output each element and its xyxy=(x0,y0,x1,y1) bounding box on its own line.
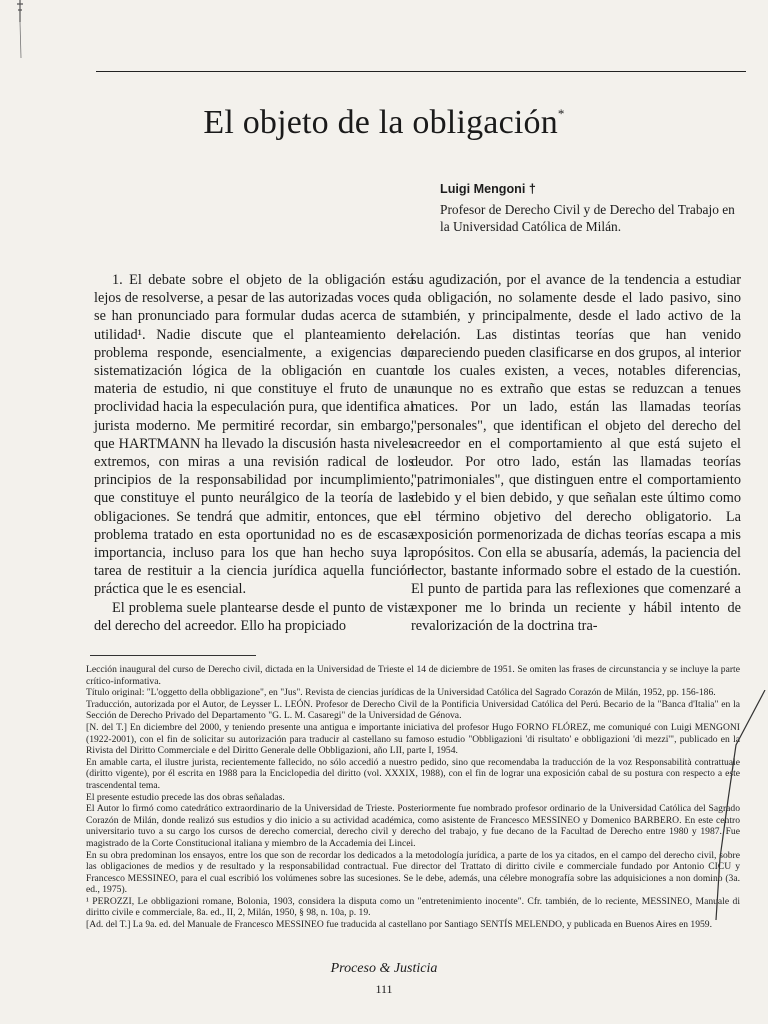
footnote: [N. del T.] En diciembre del 2000, y teniendo presente una antigua e importante iniciativa del profesor Hugo FORNO FLÓREZ, me comuniqué con Luigi MENGONI (1922-2001), con el fin de solicitar su autorización para traducir al castellano su famoso estudio "Obbligazioni 'di risultato' e obbligazioni 'di mezzi'", publicado en la Rivista del Diritto Commerciale e del Diritto Generale delle Obbligazioni, año LII, parte I, 1954. xyxy=(86,721,740,757)
header-rule xyxy=(96,71,746,72)
body-column-left xyxy=(94,271,414,635)
margin-pencil-line xyxy=(690,690,768,920)
journal-name: Proceso & Justicia xyxy=(330,961,438,976)
title-text: El objeto de la obligación xyxy=(203,104,558,141)
footnote: [Ad. del T.] La 9a. ed. del Manuale de Francesco MESSINEO fue traducida al castellano por Santiago SENTÍS MELENDO, y publicada en Buenos Aires en 1959. xyxy=(86,919,713,931)
footnote: ¹ PEROZZI, Le obbligazioni romane, Bolonia, 1903, considera la disputa como un "entretenimiento inocente". Cfr. también, de lo reciente, MESSINEO, Manuale di diritto civile e commerciale, 8a. ed., II, 2, Milán, 1950, § 98, n. 10a, p. 19. xyxy=(86,895,740,919)
title-footnote-marker: * xyxy=(557,106,565,121)
body-paragraph: su agudización, por el avance de la tendencia a estudiar la obligación, no solamente desde el lado pasivo, sino también, y principalmente, desde el lado activo de la relación. Las distintas teorías que han venido apareciendo pueden clasificarse en dos grupos, al interior de los cuales existen, a veces, notables diferencias, aunque no es extraño que estas se reduzcan a tenues matices. Por un lado, están las llamadas teorías "personales", que identifican el objeto del derecho del acreedor en el comportamiento al que está sujeto el deudor. Por otro lado, están las llamadas teorías "patrimoniales", que distinguen entre el comportamiento debido y el bien debido, y que señalan este último como el término objetivo del derecho obligatorio. La exposición pormenorizada de dichas teorías escapa a mis propósitos. Con ella se abusaría, además, la paciencia del lector, bastante informado sobre el estado de la cuestión. El punto de partida para las reflexiones que comenzaré a exponer me lo brinda un reciente y hábil intento de revalorización de la doctrina tra- xyxy=(411,272,741,634)
body-paragraph: 1. El debate sobre el objeto de la obligación está lejos de resolverse, a pesar de las autorizadas voces que se han pronunciado para formular dudas acerca de su utilidad¹. Nadie discute que el planteamiento del problema responde, esencialmente, a exigencias de sistematización lógica de la obligación en cuanto materia de estudio, ni que constituye el fruto de una proclividad hacia la especulación pura, que identifica al jurista moderno. Me permitiré recordar, sin embargo, que HARTMANN ha llevado la discusión hasta niveles extremos, con miras a una revisión radical de los principios de la responsabilidad por incumplimiento, que constituye el punto neurálgico de la teoría de las obligaciones. Se tendrá que admitir, entonces, que el problema tratado en esta oportunidad no es de escasa importancia, incluso para los que han hecho suya la tarea de restituir a la ciencia jurídica aquella función práctica que le es esencial. xyxy=(94,272,414,598)
footnote-separator xyxy=(90,655,256,656)
footnote: El presente estudio precede las dos obras señaladas. xyxy=(86,791,285,803)
article-title xyxy=(0,104,768,142)
footnote: Lección inaugural del curso de Derecho civil, dictada en la Universidad de Trieste el 14 de diciembre de 1951. Se omiten las frases de circunstancia y se incluye la parte crítico-informativa. xyxy=(86,664,740,687)
footnote: Traducción, autorizada por el Autor, de Leysser L. LEÓN. Profesor de Derecho Civil de la Pontificia Universidad Católica del Perú. Becario de la "Banca d'Italia" en la Sección de Derecho Privado del Departamento "G. L. M. Casaregi" de la Universidad de Génova. xyxy=(86,698,740,722)
page-number: 111 xyxy=(375,982,393,996)
footnote: En su obra predominan los ensayos, entre los que son de recordar los dedicados a la metodología jurídica, a parte de los ya citados, en el campo del derecho civil, sobre las obligaciones de medios y de resultado y la responsabilidad contractual. Fue director del Trattato di diritto civile e commerciale fundado por Antonio CICU y Francesco MESSINEO, para el cual escribió los volúmenes sobre las sucesiones. Se le debe, además, una célebre monografía sobre las adquisiciones a non domino (3a. ed., 1975). xyxy=(86,849,740,896)
author-block xyxy=(412,181,747,235)
footnote: Título original: "L'oggetto della obbligazione", en "Jus". Revista de ciencias jurídicas de la Universidad Católica del Sagrado Corazón de Milán, 1952, pp. 156-186. xyxy=(86,687,716,699)
body-paragraph: El problema suele plantearse desde el punto de vista del derecho del acreedor. Ello ha propiciado xyxy=(94,599,414,634)
author-affiliation: Profesor de Derecho Civil y de Derecho del Trabajo en la Universidad Católica de Milán. xyxy=(440,202,735,234)
body-column-right xyxy=(411,271,741,635)
author-name: Luigi Mengoni † xyxy=(440,182,536,196)
margin-pencil-mark xyxy=(4,0,34,60)
footnotes xyxy=(86,664,740,931)
footnote: En amable carta, el ilustre jurista, recientemente fallecido, no sólo accedió a nuestro pedido, sino que recomendaba la traducción de la voz Responsabilità contrattuale (diritto vigente), por él escrita en 1988 para la Enciclopedia del diritto (vol. XXXIX, 1988), con el fin de lograr una exposición cabal de su postura con respecto a este trascendental tema. xyxy=(86,756,740,791)
footnote: El Autor lo firmó como catedrático extraordinario de la Universidad de Trieste. Posteriormente fue nombrado profesor ordinario de la Universidad Católica del Sagrado Corazón de Milán, donde realizó sus estudios y dio inicio a su actividad académica, como asistente de Francesco MESSINEO y Domenico BARBERO. En este centro universitario tuvo a su cargo los cursos de derecho comercial, derecho civil y derecho del trabajo, y fue decano de la Facultad de Derecho entre 1980 y 1987. Fue magistrado de la Corte Constitucional italiana y miembro de la Accademia dei Lincei. xyxy=(86,803,740,849)
